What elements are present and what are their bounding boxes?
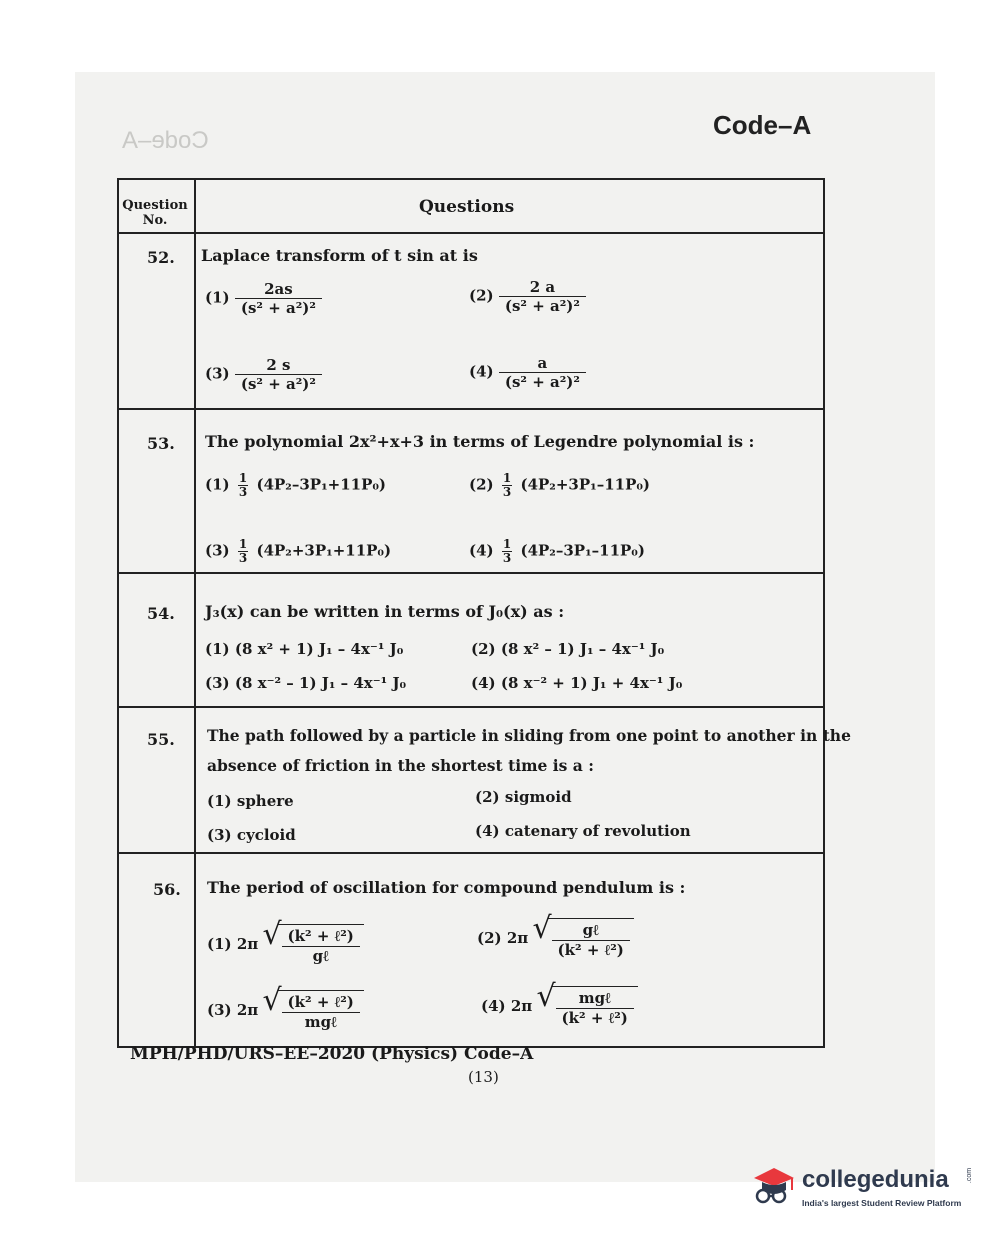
- option: [205, 356, 322, 393]
- option-label: (4): [481, 997, 506, 1015]
- option: [469, 538, 645, 565]
- option-label: (1): [207, 792, 232, 810]
- question-text: Laplace transform of t sin at is: [201, 246, 478, 265]
- fraction: [235, 356, 322, 393]
- option-label: (2): [477, 929, 502, 947]
- option: [469, 278, 586, 315]
- option-prefix: 2π: [506, 929, 529, 947]
- brand-tagline: India's largest Student Review Platform: [802, 1198, 962, 1208]
- denominator: 3: [502, 485, 512, 499]
- option-label: (3): [207, 1001, 232, 1019]
- square-root: [278, 990, 364, 1032]
- row-divider: [119, 706, 823, 708]
- question-number: 54.: [147, 604, 175, 623]
- page-number: (13): [468, 1068, 499, 1086]
- option-label: (2): [469, 286, 494, 305]
- option-prefix: 2π: [236, 935, 259, 953]
- option-label: (1): [207, 935, 232, 953]
- option-expression: cycloid: [236, 826, 296, 844]
- option-label: (2): [471, 640, 496, 658]
- denominator: 3: [238, 551, 248, 565]
- bleed-through-code: Code–A: [122, 127, 209, 154]
- fraction: [552, 921, 630, 960]
- option: [205, 280, 322, 317]
- coefficient-fraction: [502, 472, 512, 499]
- option: [471, 674, 682, 692]
- brand-name: collegedunia: [802, 1166, 949, 1193]
- numerator: √ (k² + ℓ²): [282, 993, 360, 1013]
- option-expression: (8 x⁻² – 1) J₁ – 4x⁻¹ J₀: [234, 674, 407, 692]
- numerator: 2 s: [235, 356, 322, 375]
- coefficient-fraction: [502, 538, 512, 565]
- denominator: (s² + a²)²: [240, 299, 316, 317]
- question-no-header: Question No.: [122, 198, 188, 228]
- numerator: 1: [238, 471, 248, 485]
- option-expression: sphere: [236, 792, 294, 810]
- option-prefix: 2π: [236, 1001, 259, 1019]
- denominator: 3: [502, 551, 512, 565]
- collegedunia-logo: [748, 1158, 978, 1218]
- question-number: 52.: [147, 248, 175, 267]
- paper-code: Code–A: [713, 110, 812, 140]
- option: [207, 792, 294, 810]
- row-divider: [119, 408, 823, 410]
- option-expression: sigmoid: [504, 788, 572, 806]
- exam-footer: MPH/PHD/URS–EE–2020 (Physics) Code–A: [130, 1044, 534, 1064]
- option: [469, 354, 586, 391]
- option-label: (3): [205, 541, 230, 560]
- fraction: [235, 280, 322, 317]
- square-root: [548, 918, 634, 960]
- option-label: (1): [205, 640, 230, 658]
- question-text: The polynomial 2x²+x+3 in terms of Legendre polynomial is :: [205, 432, 755, 451]
- question-text: J₃(x) can be written in terms of J₀(x) as :: [205, 602, 565, 621]
- option-expression: (4P₂–3P₁+11P₀): [256, 475, 387, 494]
- option-label: (1): [205, 475, 230, 494]
- denominator: (s² + a²)²: [504, 297, 580, 315]
- coefficient-fraction: [238, 472, 248, 499]
- numerator: 1: [502, 471, 512, 485]
- denominator: (k² + ℓ²): [557, 941, 624, 959]
- header-divider: [119, 232, 823, 234]
- question-number: 53.: [147, 434, 175, 453]
- option-expression: (8 x² – 1) J₁ – 4x⁻¹ J₀: [500, 640, 665, 658]
- brand-dotcom: .com: [966, 1167, 974, 1184]
- option-label: (2): [475, 788, 500, 806]
- question-number: 56.: [153, 880, 181, 899]
- option-expression: (8 x⁻² + 1) J₁ + 4x⁻¹ J₀: [500, 674, 683, 692]
- option: [207, 990, 364, 1032]
- numerator: 2as: [235, 280, 322, 299]
- option: [205, 538, 391, 565]
- numerator: 1: [238, 537, 248, 551]
- option-expression: (4P₂–3P₁–11P₀): [520, 541, 645, 560]
- numerator: √ gℓ: [552, 921, 630, 941]
- option: [475, 788, 572, 806]
- option: [205, 640, 403, 658]
- denominator: (k² + ℓ²): [561, 1009, 628, 1027]
- fraction: [556, 989, 634, 1028]
- option-label: (3): [207, 826, 232, 844]
- option-expression: (8 x² + 1) J₁ – 4x⁻¹ J₀: [234, 640, 404, 658]
- fraction: [282, 993, 360, 1032]
- denominator: gℓ: [312, 947, 329, 965]
- option: [475, 822, 691, 840]
- option-expression: catenary of revolution: [504, 822, 691, 840]
- option: [207, 826, 296, 844]
- questions-header: Questions: [419, 197, 515, 217]
- option-expression: (4P₂+3P₁–11P₀): [520, 475, 651, 494]
- option: [207, 924, 364, 966]
- coefficient-fraction: [238, 538, 248, 565]
- option-label: (4): [471, 674, 496, 692]
- square-root: [278, 924, 364, 966]
- column-divider: [194, 180, 196, 1046]
- option: [481, 986, 638, 1028]
- option-label: (3): [205, 674, 230, 692]
- question-text: The period of oscillation for compound pendulum is :: [207, 878, 686, 897]
- question-number: 55.: [147, 730, 175, 749]
- denominator: 3: [238, 485, 248, 499]
- option: [469, 472, 650, 499]
- option: [205, 674, 406, 692]
- square-root: [552, 986, 638, 1028]
- question-text-line2: absence of friction in the shortest time is a :: [207, 756, 594, 775]
- option: [471, 640, 664, 658]
- numerator: 2 a: [499, 278, 586, 297]
- option-label: (4): [469, 362, 494, 381]
- option-prefix: 2π: [510, 997, 533, 1015]
- option: [477, 918, 634, 960]
- graduate-mascot-icon: [748, 1164, 796, 1208]
- option: [205, 472, 386, 499]
- numerator: a: [499, 354, 586, 373]
- fraction: [499, 354, 586, 391]
- option-label: (3): [205, 364, 230, 383]
- question-table: [117, 178, 851, 1048]
- option-label: (4): [469, 541, 494, 560]
- numerator: 1: [502, 537, 512, 551]
- denominator: (s² + a²)²: [240, 375, 316, 393]
- fraction: [282, 927, 360, 966]
- numerator: √ mgℓ: [556, 989, 634, 1009]
- option-label: (4): [475, 822, 500, 840]
- option-label: (1): [205, 288, 230, 307]
- denominator: (s² + a²)²: [504, 373, 580, 391]
- option-label: (2): [469, 475, 494, 494]
- fraction: [499, 278, 586, 315]
- row-divider: [119, 852, 823, 854]
- row-divider: [119, 572, 823, 574]
- denominator: mgℓ: [304, 1013, 337, 1031]
- question-text-line1: The path followed by a particle in sliding from one point to another in the: [207, 726, 851, 745]
- numerator: √ (k² + ℓ²): [282, 927, 360, 947]
- option-expression: (4P₂+3P₁+11P₀): [256, 541, 392, 560]
